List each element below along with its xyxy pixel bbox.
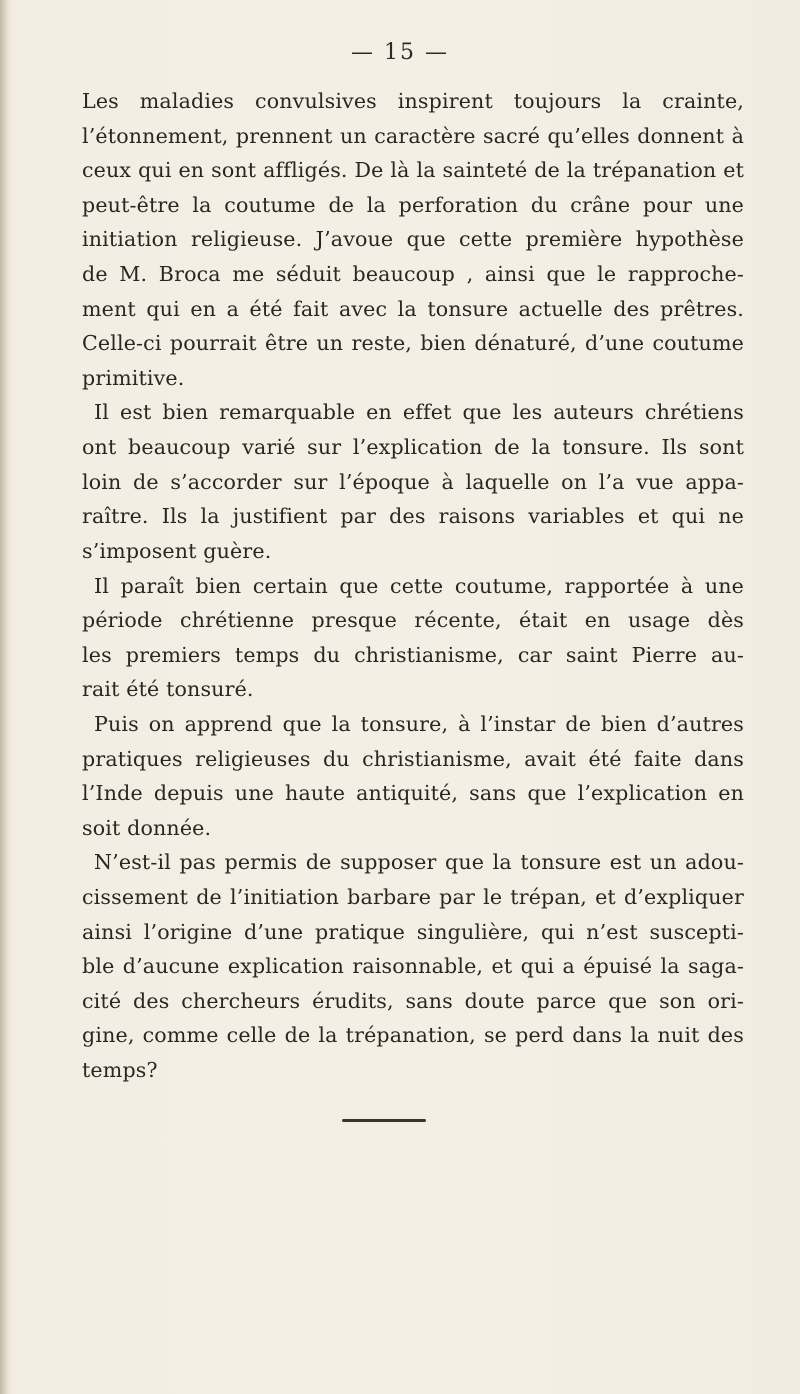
- text-line: ont beaucoup varié sur l’explication de la tonsure. Ils sont: [82, 435, 744, 460]
- binding-shadow: [0, 0, 10, 1394]
- text-line: primitive.: [82, 365, 185, 390]
- text-line: période chrétienne presque récente, était en usage dès: [82, 608, 744, 633]
- text-line: cissement de l’initiation barbare par le trépan, et d’expliquer: [82, 885, 744, 910]
- page-number: — 15 —: [351, 40, 449, 65]
- text-line: l’étonnement, prennent un caractère sacré qu’elles donnent à: [82, 123, 744, 148]
- text-line: soit donnée.: [82, 815, 212, 840]
- text-line: loin de s’accorder sur l’époque à laquelle on l’a vue appa-: [82, 469, 744, 494]
- text-line: N’est-il pas permis de supposer que la tonsure est un adou-: [94, 850, 744, 875]
- text-line: ceux qui en sont affligés. De là la sainteté de la trépanation et: [82, 158, 744, 183]
- body-text: [82, 84, 744, 1088]
- text-line: Celle-ci pourrait être un reste, bien dénaturé, d’une coutume: [82, 331, 744, 356]
- text-line: ainsi l’origine d’une pratique singulière, qui n’est suscepti-: [82, 919, 744, 944]
- text-line: Les maladies convulsives inspirent toujours la crainte,: [82, 89, 744, 113]
- end-rule-divider: [342, 1119, 426, 1122]
- text-line: gine, comme celle de la trépanation, se perd dans la nuit des: [82, 1023, 744, 1048]
- text-line: s’imposent guère.: [82, 538, 272, 563]
- text-line: Il est bien remarquable en effet que les auteurs chrétiens: [94, 400, 744, 425]
- text-line: de M. Broca me séduit beaucoup , ainsi que le rapproche-: [82, 262, 744, 287]
- text-line: rait été tonsuré.: [82, 677, 254, 702]
- text-line: l’Inde depuis une haute antiquité, sans que l’explication en: [82, 781, 744, 806]
- text-line: cité des chercheurs érudits, sans doute parce que son ori-: [82, 988, 744, 1013]
- text-line: les premiers temps du christianisme, car saint Pierre au-: [82, 642, 744, 667]
- text-line: peut-être la coutume de la perforation du crâne pour une: [82, 192, 744, 217]
- text-line: temps?: [82, 1058, 158, 1083]
- text-line: raître. Ils la justifient par des raisons variables et qui ne: [82, 504, 744, 529]
- text-line: Il paraît bien certain que cette coutume, rapportée à une: [94, 573, 744, 598]
- text-line: ment qui en a été fait avec la tonsure actuelle des prêtres.: [82, 296, 744, 321]
- text-line: pratiques religieuses du christianisme, avait été faite dans: [82, 746, 744, 771]
- text-line: Puis on apprend que la tonsure, à l’instar de bien d’autres: [94, 711, 744, 736]
- text-line: initiation religieuse. J’avoue que cette première hypothèse: [82, 227, 744, 252]
- text-line: ble d’aucune explication raisonnable, et qui a épuisé la saga-: [82, 954, 744, 979]
